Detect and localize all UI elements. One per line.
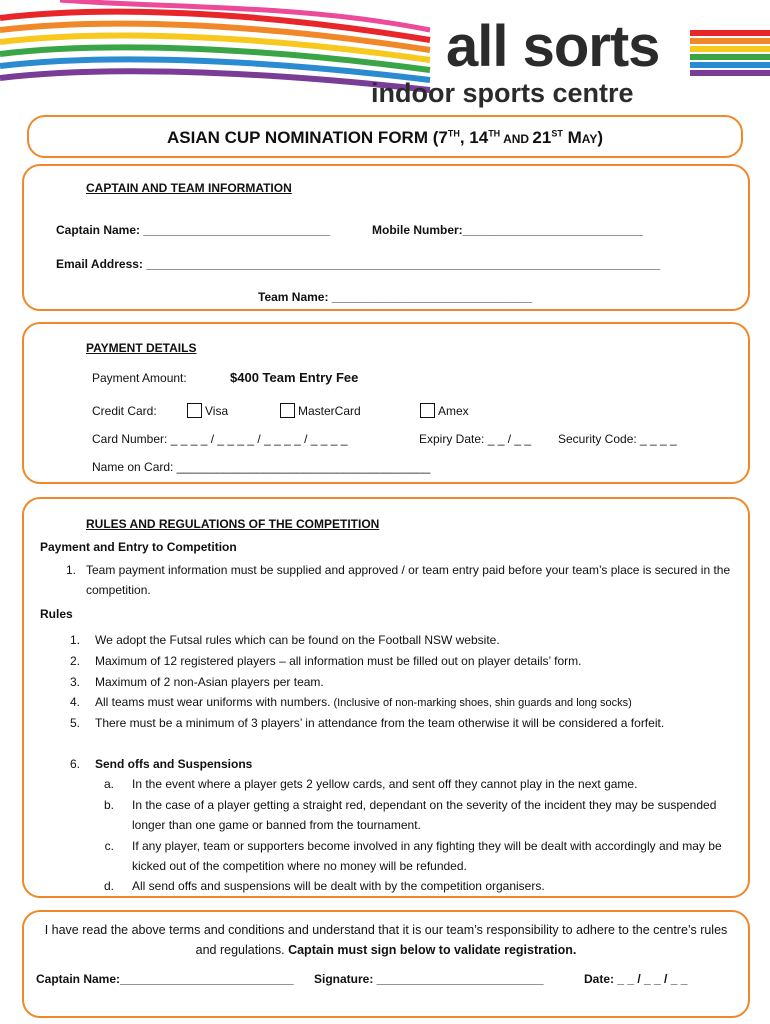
mastercard-option[interactable]: MasterCard <box>280 403 361 418</box>
sub-rule-letter: a. <box>103 777 114 791</box>
credit-card-label: Credit Card: <box>92 404 157 418</box>
rule-note: (Inclusive of non-marking shoes, shin guards and long socks) <box>330 697 632 709</box>
sub-rule-item: In the case of a player getting a straight red, dependant on the severity of the incident they may be suspended longer than one game or banned from the tournament. <box>132 798 717 832</box>
rule-text: Maximum of 12 registered players – all information must be filled out on player details’ form. <box>95 654 582 668</box>
rule-text: All teams must wear uniforms with numbers. <box>95 695 331 709</box>
sub-rule-item: All send offs and suspensions will be dealt with by the competition organisers. <box>132 879 545 893</box>
captain-heading: CAPTAIN AND TEAM INFORMATION <box>86 181 292 195</box>
amex-option[interactable]: Amex <box>420 403 469 418</box>
page-title: ASIAN CUP NOMINATION FORM (7TH, 14TH AND 21ST MAY) <box>167 128 603 147</box>
rule-item <box>95 713 740 733</box>
rule-text: There must be a minimum of 3 players’ in attendance from the team otherwise it will be considered a forfeit. <box>95 716 665 730</box>
payment-rule-text: Team payment information must be supplied and approved / or team entry paid before your team’s place is secured in the competition. <box>86 563 731 597</box>
rule-text: Send offs and Suspensions <box>95 757 253 771</box>
mobile-field[interactable]: Mobile Number:___________________________ <box>372 223 643 237</box>
rules-heading: RULES AND REGULATIONS OF THE COMPETITION <box>86 517 380 531</box>
rule-number: 2. <box>69 654 80 668</box>
rule-number: 1. <box>69 633 80 647</box>
amex-checkbox[interactable] <box>420 403 435 418</box>
rule-item <box>95 672 740 692</box>
rule-item <box>95 692 740 713</box>
signature-field[interactable]: Signature: _________________________ <box>314 972 544 986</box>
sub-rule-letter: b. <box>103 798 114 812</box>
payment-rule-number: 1. <box>65 563 76 577</box>
visa-checkbox[interactable] <box>187 403 202 418</box>
rule-number: 5. <box>69 716 80 730</box>
amount-label: Payment Amount: <box>92 371 187 385</box>
rules-subheading-payment: Payment and Entry to Competition <box>40 540 237 554</box>
expiry-field[interactable]: Expiry Date: _ _ / _ _ <box>419 432 532 446</box>
sub-rule-letter: c. <box>104 839 114 853</box>
mastercard-checkbox[interactable] <box>280 403 295 418</box>
logo-text: all sorts <box>446 14 660 79</box>
rule-text: We adopt the Futsal rules which can be found on the Football NSW website. <box>95 633 500 647</box>
rule-text: Maximum of 2 non-Asian players per team. <box>95 675 324 689</box>
date-field[interactable]: Date: _ _ / _ _ / _ _ <box>584 972 688 986</box>
rule-number: 6. <box>69 757 80 771</box>
agreement-captain-name-field[interactable]: Captain Name:__________________________ <box>36 972 294 986</box>
logo-subtext: indoor sports centre <box>371 78 634 108</box>
email-field[interactable]: Email Address: _____________________________________________________________________________ <box>56 257 661 271</box>
rules-subheading-rules: Rules <box>40 607 73 621</box>
sub-rule-letter: d. <box>103 879 114 893</box>
name-on-card-field[interactable]: Name on Card: ______________________________________ <box>92 460 431 474</box>
rule-item <box>95 754 740 774</box>
payment-heading: PAYMENT DETAILS <box>86 341 197 355</box>
amount-value: $400 Team Entry Fee <box>230 370 359 385</box>
rule-item <box>95 630 740 650</box>
rule-number: 4. <box>69 695 80 709</box>
sub-rule-item: In the event where a player gets 2 yellow cards, and sent off they cannot play in the next game. <box>132 777 638 791</box>
agreement-text: I have read the above terms and conditions and understand that it is our team’s responsibility to adhere to the centre’s rules and regulations. Captain must sign below to validate registration. <box>44 923 728 957</box>
card-number-field[interactable]: Card Number: _ _ _ _ / _ _ _ _ / _ _ _ _ / _ _ _ _ <box>92 432 348 446</box>
sub-rule-item: If any player, team or supporters become involved in any fighting they will be dealt with accordingly and may be kicked out of the competition where no money will be refunded. <box>132 839 722 873</box>
rule-item <box>95 651 740 671</box>
visa-option[interactable]: Visa <box>187 403 228 418</box>
team-name-field[interactable]: Team Name: ______________________________ <box>258 290 533 304</box>
security-code-field[interactable]: Security Code: _ _ _ _ <box>558 432 677 446</box>
rule-number: 3. <box>69 675 80 689</box>
captain-name-field[interactable]: Captain Name: ____________________________ <box>56 223 331 237</box>
